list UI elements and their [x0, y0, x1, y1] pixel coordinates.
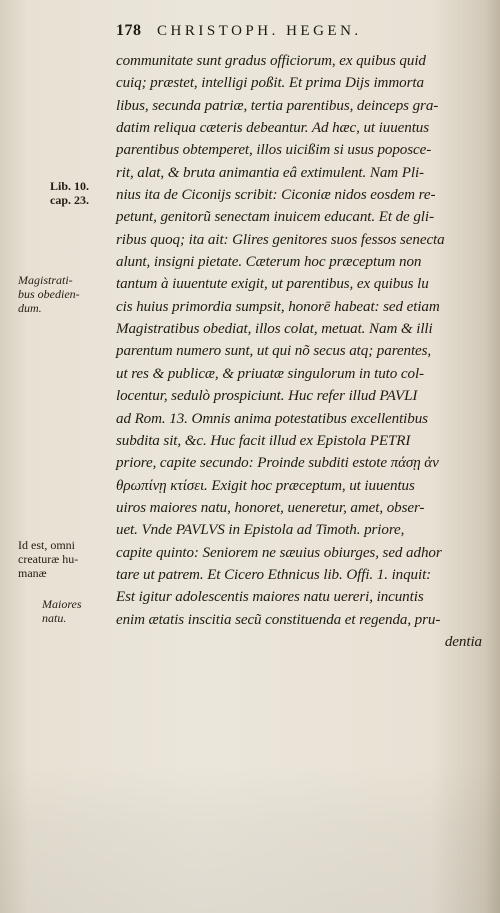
text-line: ut res & publicæ, & priuatæ singulorum in tuto col- — [116, 365, 424, 382]
blank-lower-page — [0, 765, 500, 913]
margin-note-line: dum. — [18, 301, 42, 315]
text-line: Magistratibus obediat, illos colat, metuat. Nam & illi — [116, 321, 433, 338]
text-line: tare ut patrem. Et Cicero Ethnicus lib. Offi. 1. inquit: — [116, 566, 432, 583]
margin-note-maiores — [42, 597, 114, 625]
margin-note-magistratibus — [18, 273, 113, 315]
text-line: locentur, sedulò prospiciunt. Huc refer illud PAVLI — [116, 388, 418, 405]
text-line: parentum numero sunt, ut qui nõ secus atq; parentes, — [116, 343, 432, 360]
margin-note-lib — [50, 179, 114, 207]
text-line: parentibus obtemperet, illos uicißim si usus poposce- — [116, 142, 432, 159]
margin-note-line: Magistrati- — [18, 273, 73, 287]
text-line: uet. Vnde PAVLVS in Epistola ad Timoth. priore, — [116, 522, 405, 539]
margin-note-line: bus obedien- — [18, 287, 80, 301]
running-head: CHRISTOPH. HEGEN. — [157, 23, 362, 39]
text-line: rit, alat, & bruta animantia eâ extimulent. Nam Pli- — [116, 164, 424, 181]
text-line: Est igitur adolescentis maiores natu uereri, incuntis — [116, 589, 424, 606]
page-header — [116, 22, 488, 42]
margin-note-line: Lib. 10. — [50, 179, 90, 193]
margin-note-line: Maiores — [42, 597, 82, 611]
text-line: uiros maiores natu, honoret, ueneretur, amet, obser- — [116, 499, 425, 516]
text-line: enim ætatis inscitia secũ constituenda et regenda, pru- — [116, 611, 441, 628]
text-line: alunt, insigni pietate. Cæterum hoc præceptum non — [116, 254, 422, 271]
main-text-block — [116, 50, 488, 653]
margin-note-idest — [18, 538, 113, 580]
text-line: ribus quoq; ita ait: Glires genitores suos fessos senecta — [116, 231, 445, 248]
text-line: cis huius primordia sumpsit, honorē habeat: sed etiam — [116, 298, 440, 315]
text-line: θρωπίνῃ κτίσει. Exigit hoc præceptum, ut iuuentus — [116, 477, 415, 494]
text-line: capite quinto: Seniorem ne sæuius obiurges, sed adhor — [116, 544, 442, 561]
text-line: datim reliqua cæteris debeantur. Ad hæc, ut iuuentus — [116, 120, 430, 137]
catchword: dentia — [444, 633, 482, 650]
margin-note-line: manæ — [18, 566, 47, 580]
margin-note-line: natu. — [42, 611, 67, 625]
text-line: priore, capite secundo: Proinde subditi estote πάσῃ ἀν — [116, 455, 439, 472]
text-line: nius ita de Ciconijs scribit: Ciconiæ nidos eosdem re- — [116, 187, 436, 204]
text-line: petunt, genitorũ senectam inuicem educant. Et de gli- — [116, 209, 434, 226]
margin-note-line: Id est, omni — [18, 538, 75, 552]
text-line: cuiq; præstet, intelligi poßit. Et prima Dijs immorta — [116, 75, 424, 92]
page-number: 178 — [116, 22, 142, 39]
text-line: subdita sit, &c. Huc facit illud ex Epistola PETRI — [116, 432, 411, 449]
margin-note-line: creaturæ hu- — [18, 552, 79, 566]
text-line: libus, secunda patriæ, tertia parentibus, deinceps gra- — [116, 97, 439, 114]
margin-note-line: cap. 23. — [50, 193, 89, 207]
text-line: communitate sunt gradus officiorum, ex quibus quid — [116, 53, 426, 69]
text-line: ad Rom. 13. Omnis anima potestatibus excellentibus — [116, 410, 428, 427]
text-line: tantum à iuuentute exigit, ut parentibus, ex quibus lu — [116, 276, 429, 293]
